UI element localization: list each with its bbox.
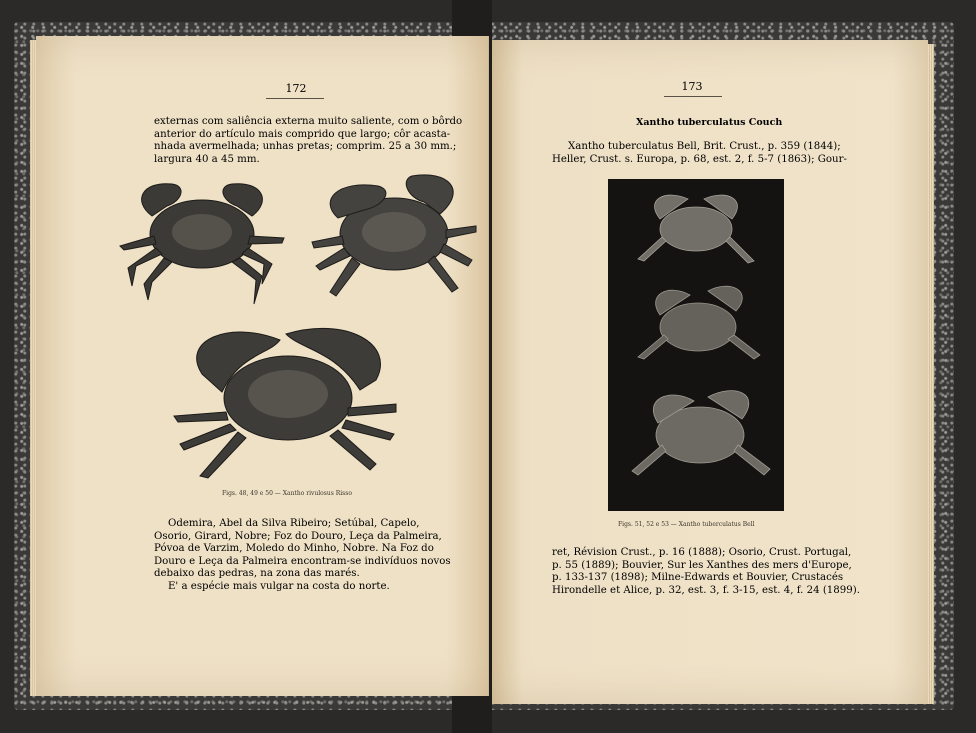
- text-line: Osorio, Girard, Nobre; Foz do Douro, Leça da Palmeira,: [154, 530, 442, 542]
- text-line: Hirondelle et Alice, p. 32, est. 3, f. 3-15, est. 4, f. 24 (1899).: [552, 584, 860, 596]
- left-bottom-paragraph: [154, 518, 451, 594]
- text-line: Póvoa de Varzim, Moledo do Minho, Nobre. Na Foz do: [154, 543, 434, 555]
- species-heading: Xantho tuberculatus Couch: [636, 117, 783, 128]
- text-line: Xantho tuberculatus Bell, Brit. Crust., p. 359 (1844);: [568, 141, 841, 152]
- right-page-number-rule: [664, 96, 722, 97]
- right-page-number: 173: [681, 80, 703, 93]
- text-line: E' a espécie mais vulgar na costa do norte.: [168, 580, 390, 592]
- text-line: Odemira, Abel da Silva Ribeiro; Setúbal, Capelo,: [168, 518, 420, 529]
- crab-photo-figures: [608, 179, 784, 511]
- text-line: Douro e Leça da Palmeira encontram-se indivíduos novos: [154, 555, 451, 567]
- right-figure-caption: Figs. 51, 52 e 53 — Xantho tuberculatus Bell: [618, 521, 755, 528]
- crab-figure-48: [112, 176, 292, 306]
- right-top-paragraph: [552, 141, 847, 166]
- text-line: ret, Révision Crust., p. 16 (1888); Osorio, Crust. Portugal,: [552, 547, 852, 558]
- text-line: Heller, Crust. s. Europa, p. 68, est. 2, f. 5-7 (1863); Gour-: [552, 153, 847, 165]
- text-line: p. 133-137 (1898); Milne-Edwards et Bouvier, Crustacés: [552, 572, 844, 584]
- left-top-paragraph: [154, 116, 462, 166]
- text-line: nhada avermelhada; unhas pretas; comprim. 25 a 30 mm.;: [154, 141, 457, 153]
- left-page-number-rule: [266, 98, 324, 99]
- right-bottom-paragraph: [552, 547, 860, 597]
- text-line: externas com saliência externa muito saliente, com o bôrdo: [154, 116, 463, 127]
- left-figure-caption: Figs. 48, 49 e 50 — Xantho rivulosus Risso: [222, 490, 352, 497]
- crab-figure-50: [170, 320, 402, 480]
- text-line: largura 40 a 45 mm.: [154, 153, 260, 165]
- left-page-number: 172: [285, 82, 307, 95]
- text-line: p. 55 (1889); Bouvier, Sur les Xanthes des mers d'Europe,: [552, 559, 852, 571]
- text-line: anterior do artículo mais comprido que largo; côr acasta-: [154, 128, 451, 140]
- crab-figure-49: [308, 170, 480, 302]
- text-line: debaixo das pedras, na zona das marés.: [154, 568, 360, 580]
